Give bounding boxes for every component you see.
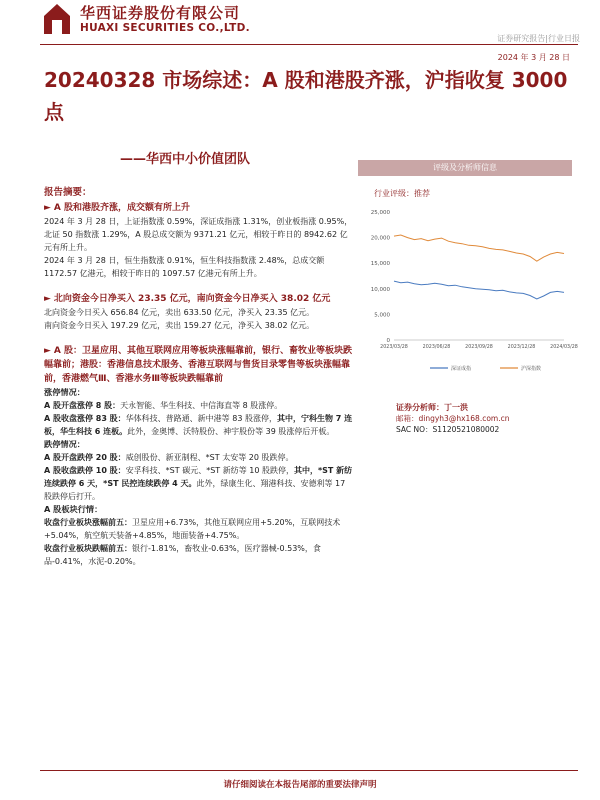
legal-notice: 请仔细阅读在本报告尾部的重要法律声明 (223, 780, 377, 790)
paragraph: A 股开盘涨停 8 股：天永智能、华生科技、中信海直等 8 股涨停。 (44, 401, 283, 410)
series-line (394, 235, 564, 261)
limit-up-title: 涨停情况： (44, 387, 85, 397)
paragraph: 2024 年 3 月 28 日，上证指数涨 0.59%，深证成指涨 1.31%，创业板指涨 0.95%，北证 50 指数涨 1.29%，A 股总成交额为 9371.21 亿元，相较于昨日的 8942.62 亿元有所上升。 (44, 217, 353, 252)
analyst-info (396, 402, 576, 435)
analyst-name: 证券分析师：丁一洪 (396, 403, 468, 412)
x-tick-label: 2023/06/28 (422, 345, 451, 350)
summary-label: 报告摘要： (44, 187, 92, 198)
footer-divider (40, 770, 578, 771)
y-tick-label: 15,000 (370, 261, 390, 268)
report-title: 20240328 市场综述：A 股和港股齐涨，沪指收复 3000 点 (44, 68, 568, 124)
team-name: ——华西中小价值团队 (120, 152, 251, 167)
huaxi-logo-icon (42, 2, 72, 36)
x-tick-label: 2023/12/28 (507, 345, 536, 350)
bullet-heading-3: ► A 股：卫星应用、其他互联网应用等板块涨幅靠前，银行、畜牧业等板块跌幅靠前；港股：香港信息技术服务、香港互联网与售货目录零售等板块涨幅靠前，香港燃气Ⅲ、香港水务Ⅲ等板块跌幅靠前 (44, 346, 353, 384)
paragraph: 南向资金今日买入 197.29 亿元，卖出 159.27 亿元，净买入 38.02 亿元。 (44, 321, 315, 330)
company-name-en: HUAXI SECURITIES CO.,LTD. (80, 22, 250, 34)
analyst-sac: SAC NO：S1120521080002 (396, 425, 500, 434)
y-tick-label: 10,000 (370, 286, 390, 293)
paragraph: 北向资金今日买入 656.84 亿元，卖出 633.50 亿元，净买入 23.35 亿元。 (44, 308, 315, 317)
x-tick-label: 2024/03/28 (550, 345, 578, 350)
x-tick-label: 2023/03/28 (380, 345, 408, 350)
header-divider (40, 44, 578, 45)
paragraph: 收盘行业板块涨幅前五：卫星应用+6.73%，其他互联网应用+5.20%，互联网技术+5.04%，航空航天装备+4.85%，地面装备+4.75%。 (44, 518, 341, 540)
paragraph: A 股开盘跌停 20 股：威创股份、新亚制程、*ST 太安等 20 股跌停。 (44, 453, 294, 462)
arrow-right-icon: ► (44, 294, 51, 304)
arrow-right-icon: ► (44, 346, 51, 356)
index-chart (358, 200, 578, 400)
legend-label: 深证成指 (451, 366, 472, 372)
rating-sidebar (358, 160, 578, 372)
report-category: 证券研究报告|行业日报 (497, 34, 580, 43)
y-tick-label: 5,000 (374, 312, 390, 319)
paragraph: A 股收盘跌停 10 股：安孚科技、*ST 碳元、*ST 新纺等 10 股跌停，其中，*ST 新纺连续跌停 6 天，*ST 民控连续跌停 4 天。此外，绿康生化、翔港科技、安德利等 17 股跌停后打开。 (44, 466, 353, 501)
bullet-heading-2: ► 北向资金今日净买入 23.35 亿元，南向资金今日净买入 38.02 亿元 (44, 294, 331, 304)
arrow-right-icon: ► (44, 203, 51, 213)
sidebar-header: 评级及分析师信息 (358, 160, 572, 176)
company-name-cn: 华西证券股份有限公司 (80, 4, 241, 22)
sector-title: A 股板块行情： (44, 504, 103, 514)
analyst-email[interactable]: 邮箱：dingyh3@hx168.com.cn (396, 414, 510, 423)
report-summary (44, 186, 354, 568)
legend-label: 沪深指数 (521, 366, 542, 372)
page-header (0, 0, 600, 46)
paragraph: A 股收盘涨停 83 股：华体科技、普路通、新中港等 83 股涨停，其中，宁科生物 7 连板，华生科技 6 连板。此外，金奥博、沃特股份、神宇股份等 39 股涨停后开板。 (44, 414, 353, 436)
series-line (394, 281, 564, 299)
y-tick-label: 20,000 (370, 235, 390, 242)
limit-down-title: 跌停情况： (44, 439, 85, 449)
report-date: 2024 年 3 月 28 日 (497, 53, 570, 62)
paragraph: 2024 年 3 月 28 日，恒生指数涨 0.91%，恒生科技指数涨 2.48%，总成交额 1172.57 亿港元，相较于昨日的 1097.57 亿港元有所上升。 (44, 256, 325, 278)
x-tick-label: 2023/09/28 (465, 345, 493, 350)
industry-rating: 行业评级：推荐 (374, 189, 430, 198)
paragraph: 收盘行业板块跌幅前五：银行-1.81%，畜牧业-0.63%，医疗器械-0.53%，食品-0.41%，水泥-0.20%。 (44, 544, 321, 566)
bullet-heading-1: ► A 股和港股齐涨，成交额有所上升 (44, 203, 191, 213)
y-tick-label: 0 (386, 338, 390, 344)
y-tick-label: 25,000 (370, 210, 390, 216)
